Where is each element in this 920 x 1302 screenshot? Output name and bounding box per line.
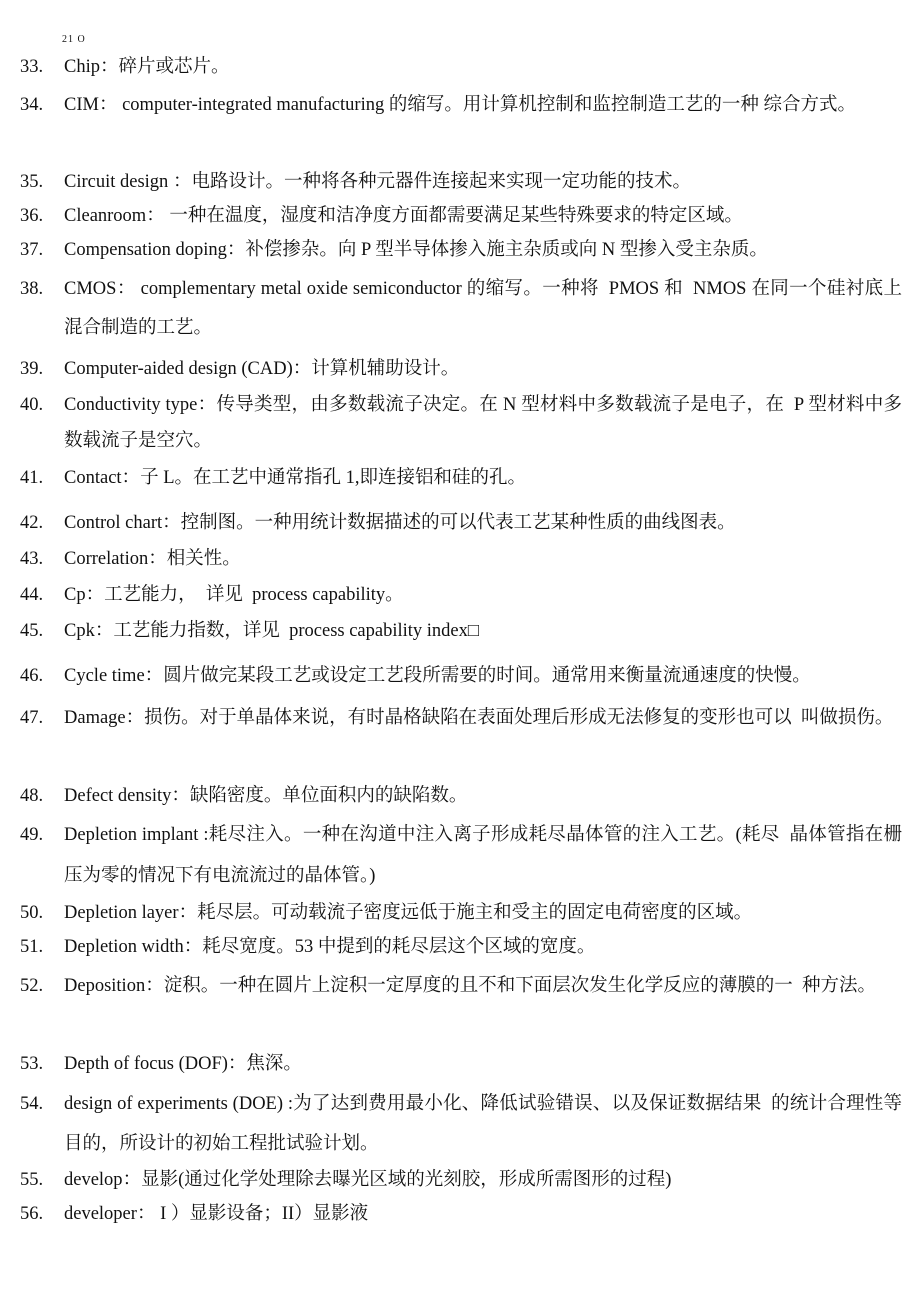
page-number: 21 O xyxy=(62,34,86,45)
entry-definition: 相关性。 xyxy=(166,549,241,569)
entry-definition: 传导类型，由多数载流子决定。在 N 型材料中多数载流子是电子，在 P 型材料中多数载流子是空穴。 xyxy=(64,395,902,451)
entry-body xyxy=(64,387,902,459)
entry-number: 45. xyxy=(20,621,44,641)
entry-number: 44. xyxy=(20,585,44,605)
entry-separator: ： xyxy=(227,1054,247,1074)
entry-definition: 焦深。 xyxy=(246,1054,302,1074)
entry-term: Chip xyxy=(64,57,100,77)
entry-number: 35. xyxy=(20,172,44,192)
entry-body xyxy=(64,86,902,125)
entry-number: 43. xyxy=(20,549,44,569)
entry-separator: ： xyxy=(136,1204,161,1224)
entry-separator: ： xyxy=(122,1170,142,1190)
entry-definition: 计算机辅助设计。 xyxy=(311,359,460,379)
entry-separator: ： xyxy=(168,172,192,192)
entry-term: Cpk xyxy=(64,621,95,641)
entry-definition: 缺陷密度。单位面积内的缺陷数。 xyxy=(189,786,468,806)
entry-term: Depletion width xyxy=(64,937,184,957)
entry-definition: 工艺能力指数，详见 process capability index□ xyxy=(113,621,480,641)
entry-term: Compensation doping xyxy=(64,240,227,260)
entry-body xyxy=(64,350,902,389)
entry-definition: 一种在温度，湿度和洁净度方面都需要满足某些特殊要求的特定区域。 xyxy=(169,206,743,226)
entry-separator: ： xyxy=(85,585,105,605)
entry-definition: 显影(通过化学处理除去曝光区域的光刻胶，形成所需图形的过程) xyxy=(141,1170,672,1190)
entry-number: 47. xyxy=(20,708,44,728)
entry-separator: ： xyxy=(197,395,217,415)
entry-body xyxy=(64,459,902,498)
entry-number: 53. xyxy=(20,1054,44,1074)
entry-body xyxy=(64,540,902,579)
entry-body xyxy=(64,1195,902,1234)
entry-number: 41. xyxy=(20,468,44,488)
entry-separator: ： xyxy=(144,666,164,686)
entry-number: 34. xyxy=(20,95,44,115)
entry-term: Circuit design xyxy=(64,172,169,192)
entry-number: 54. xyxy=(20,1094,44,1114)
entry-body xyxy=(64,815,902,897)
entry-separator: ： xyxy=(99,57,119,77)
entry-term: Cp xyxy=(64,585,86,605)
entry-term: design of experiments (DOE) xyxy=(64,1094,284,1114)
entry-term: Deposition xyxy=(64,976,146,996)
entry-separator: ： xyxy=(125,708,145,728)
entry-term: Cleanroom xyxy=(64,206,147,226)
entry-term: CMOS xyxy=(64,279,117,299)
entry-number: 49. xyxy=(20,825,44,845)
entry-separator: : xyxy=(283,1094,294,1114)
entry-definition: complementary metal oxide semiconductor 的缩写。一种将 PMOS 和 NMOS 在同一个硅衬底上混合制造的工艺。 xyxy=(64,279,902,338)
entry-number: 52. xyxy=(20,976,44,996)
entry-body xyxy=(64,270,902,348)
entry-definition: I ）显影设备；II）显影液 xyxy=(160,1204,369,1224)
entry-body xyxy=(64,928,902,967)
entry-separator: ： xyxy=(98,95,123,115)
entry-term: Correlation xyxy=(64,549,149,569)
entry-definition: 为了达到费用最小化、降低试验错误、以及保证数据结果 的统计合理性等目的，所设计的初始工程批试验计划。 xyxy=(64,1094,903,1154)
entry-body xyxy=(64,966,902,1007)
entry-number: 38. xyxy=(20,279,44,299)
entry-number: 39. xyxy=(20,359,44,379)
entry-definition: 耗尽注入。一种在沟道中注入离子形成耗尽晶体管的注入工艺。(耗尽 晶体管指在栅压为零的情况下有电流流过的晶体管。) xyxy=(64,825,902,886)
entry-number: 48. xyxy=(20,786,44,806)
entry-term: Damage xyxy=(64,708,126,728)
entry-separator: ： xyxy=(94,621,114,641)
entry-number: 36. xyxy=(20,206,44,226)
entry-definition: 淀积。一种在圆片上淀积一定厚度的且不和下面层次发生化学反应的薄膜的一 种方法。 xyxy=(163,976,876,996)
entry-body xyxy=(64,657,902,696)
entry-separator: ： xyxy=(148,549,167,569)
entry-term: Depletion layer xyxy=(64,903,179,923)
entry-number: 37. xyxy=(20,240,44,260)
entry-definition: 工艺能力， 详见 process capability。 xyxy=(104,585,404,605)
entry-separator: ： xyxy=(146,206,170,226)
entry-term: developer xyxy=(64,1204,137,1224)
entry-body xyxy=(64,1045,902,1084)
entry-separator: ： xyxy=(162,513,181,533)
entry-term: Depth of focus (DOF) xyxy=(64,1054,228,1074)
entry-separator: ： xyxy=(171,786,190,806)
entry-body xyxy=(64,504,902,543)
entry-separator: ： xyxy=(183,937,203,957)
entry-definition: 子 L。在工艺中通常指孔 1,即连接铝和硅的孔。 xyxy=(140,468,526,488)
entry-term: develop xyxy=(64,1170,123,1190)
entry-body xyxy=(64,48,902,87)
entry-separator: ： xyxy=(116,279,141,299)
entry-definition: 电路设计。一种将各种元器件连接起来实现一定功能的技术。 xyxy=(191,172,691,192)
entry-body xyxy=(64,1084,902,1164)
entry-separator: ： xyxy=(145,976,164,996)
entry-definition: 耗尽宽度。53 中提到的耗尽层这个区域的宽度。 xyxy=(202,937,596,957)
entry-separator: : xyxy=(198,825,209,845)
entry-number: 40. xyxy=(20,395,44,415)
entry-term: Defect density xyxy=(64,786,172,806)
entry-number: 50. xyxy=(20,903,44,923)
entry-separator: ： xyxy=(226,240,246,260)
entry-term: CIM xyxy=(64,95,99,115)
entry-definition: 耗尽层。可动载流子密度远低于施主和受主的固定电荷密度的区域。 xyxy=(197,903,753,923)
entry-definition: 控制图。一种用统计数据描述的可以代表工艺某种性质的曲线图表。 xyxy=(180,513,736,533)
entry-definition: computer-integrated manufacturing 的缩写。用计算机控制和监控制造工艺的一种 综合方式。 xyxy=(122,95,856,115)
entry-body xyxy=(64,698,902,739)
entry-term: Depletion implant xyxy=(64,825,199,845)
entry-definition: 圆片做完某段工艺或设定工艺段所需要的时间。通常用来衡量流通速度的快慢。 xyxy=(163,666,811,686)
entry-separator: ： xyxy=(121,468,141,488)
entry-separator: ： xyxy=(292,359,312,379)
entry-definition: 碎片或芯片。 xyxy=(118,57,230,77)
entry-body xyxy=(64,231,902,270)
entry-number: 42. xyxy=(20,513,44,533)
entry-number: 33. xyxy=(20,57,44,77)
entry-number: 46. xyxy=(20,666,44,686)
entry-number: 56. xyxy=(20,1204,44,1224)
entry-term: Contact xyxy=(64,468,122,488)
entry-separator: ： xyxy=(178,903,198,923)
entry-number: 55. xyxy=(20,1170,44,1190)
entry-term: Control chart xyxy=(64,513,163,533)
entry-definition: 补偿掺杂。向 P 型半导体掺入施主杂质或向 N 型掺入受主杂质。 xyxy=(245,240,768,260)
entry-body xyxy=(64,576,902,615)
entry-body xyxy=(64,612,902,651)
entry-term: Conductivity type xyxy=(64,395,198,415)
entry-term: Cycle time xyxy=(64,666,145,686)
entry-body xyxy=(64,777,902,816)
entry-definition: 损伤。对于单晶体来说，有时晶格缺陷在表面处理后形成无法修复的变形也可以 叫做损伤。 xyxy=(144,708,894,728)
entry-term: Computer-aided design (CAD) xyxy=(64,359,293,379)
entry-number: 51. xyxy=(20,937,44,957)
